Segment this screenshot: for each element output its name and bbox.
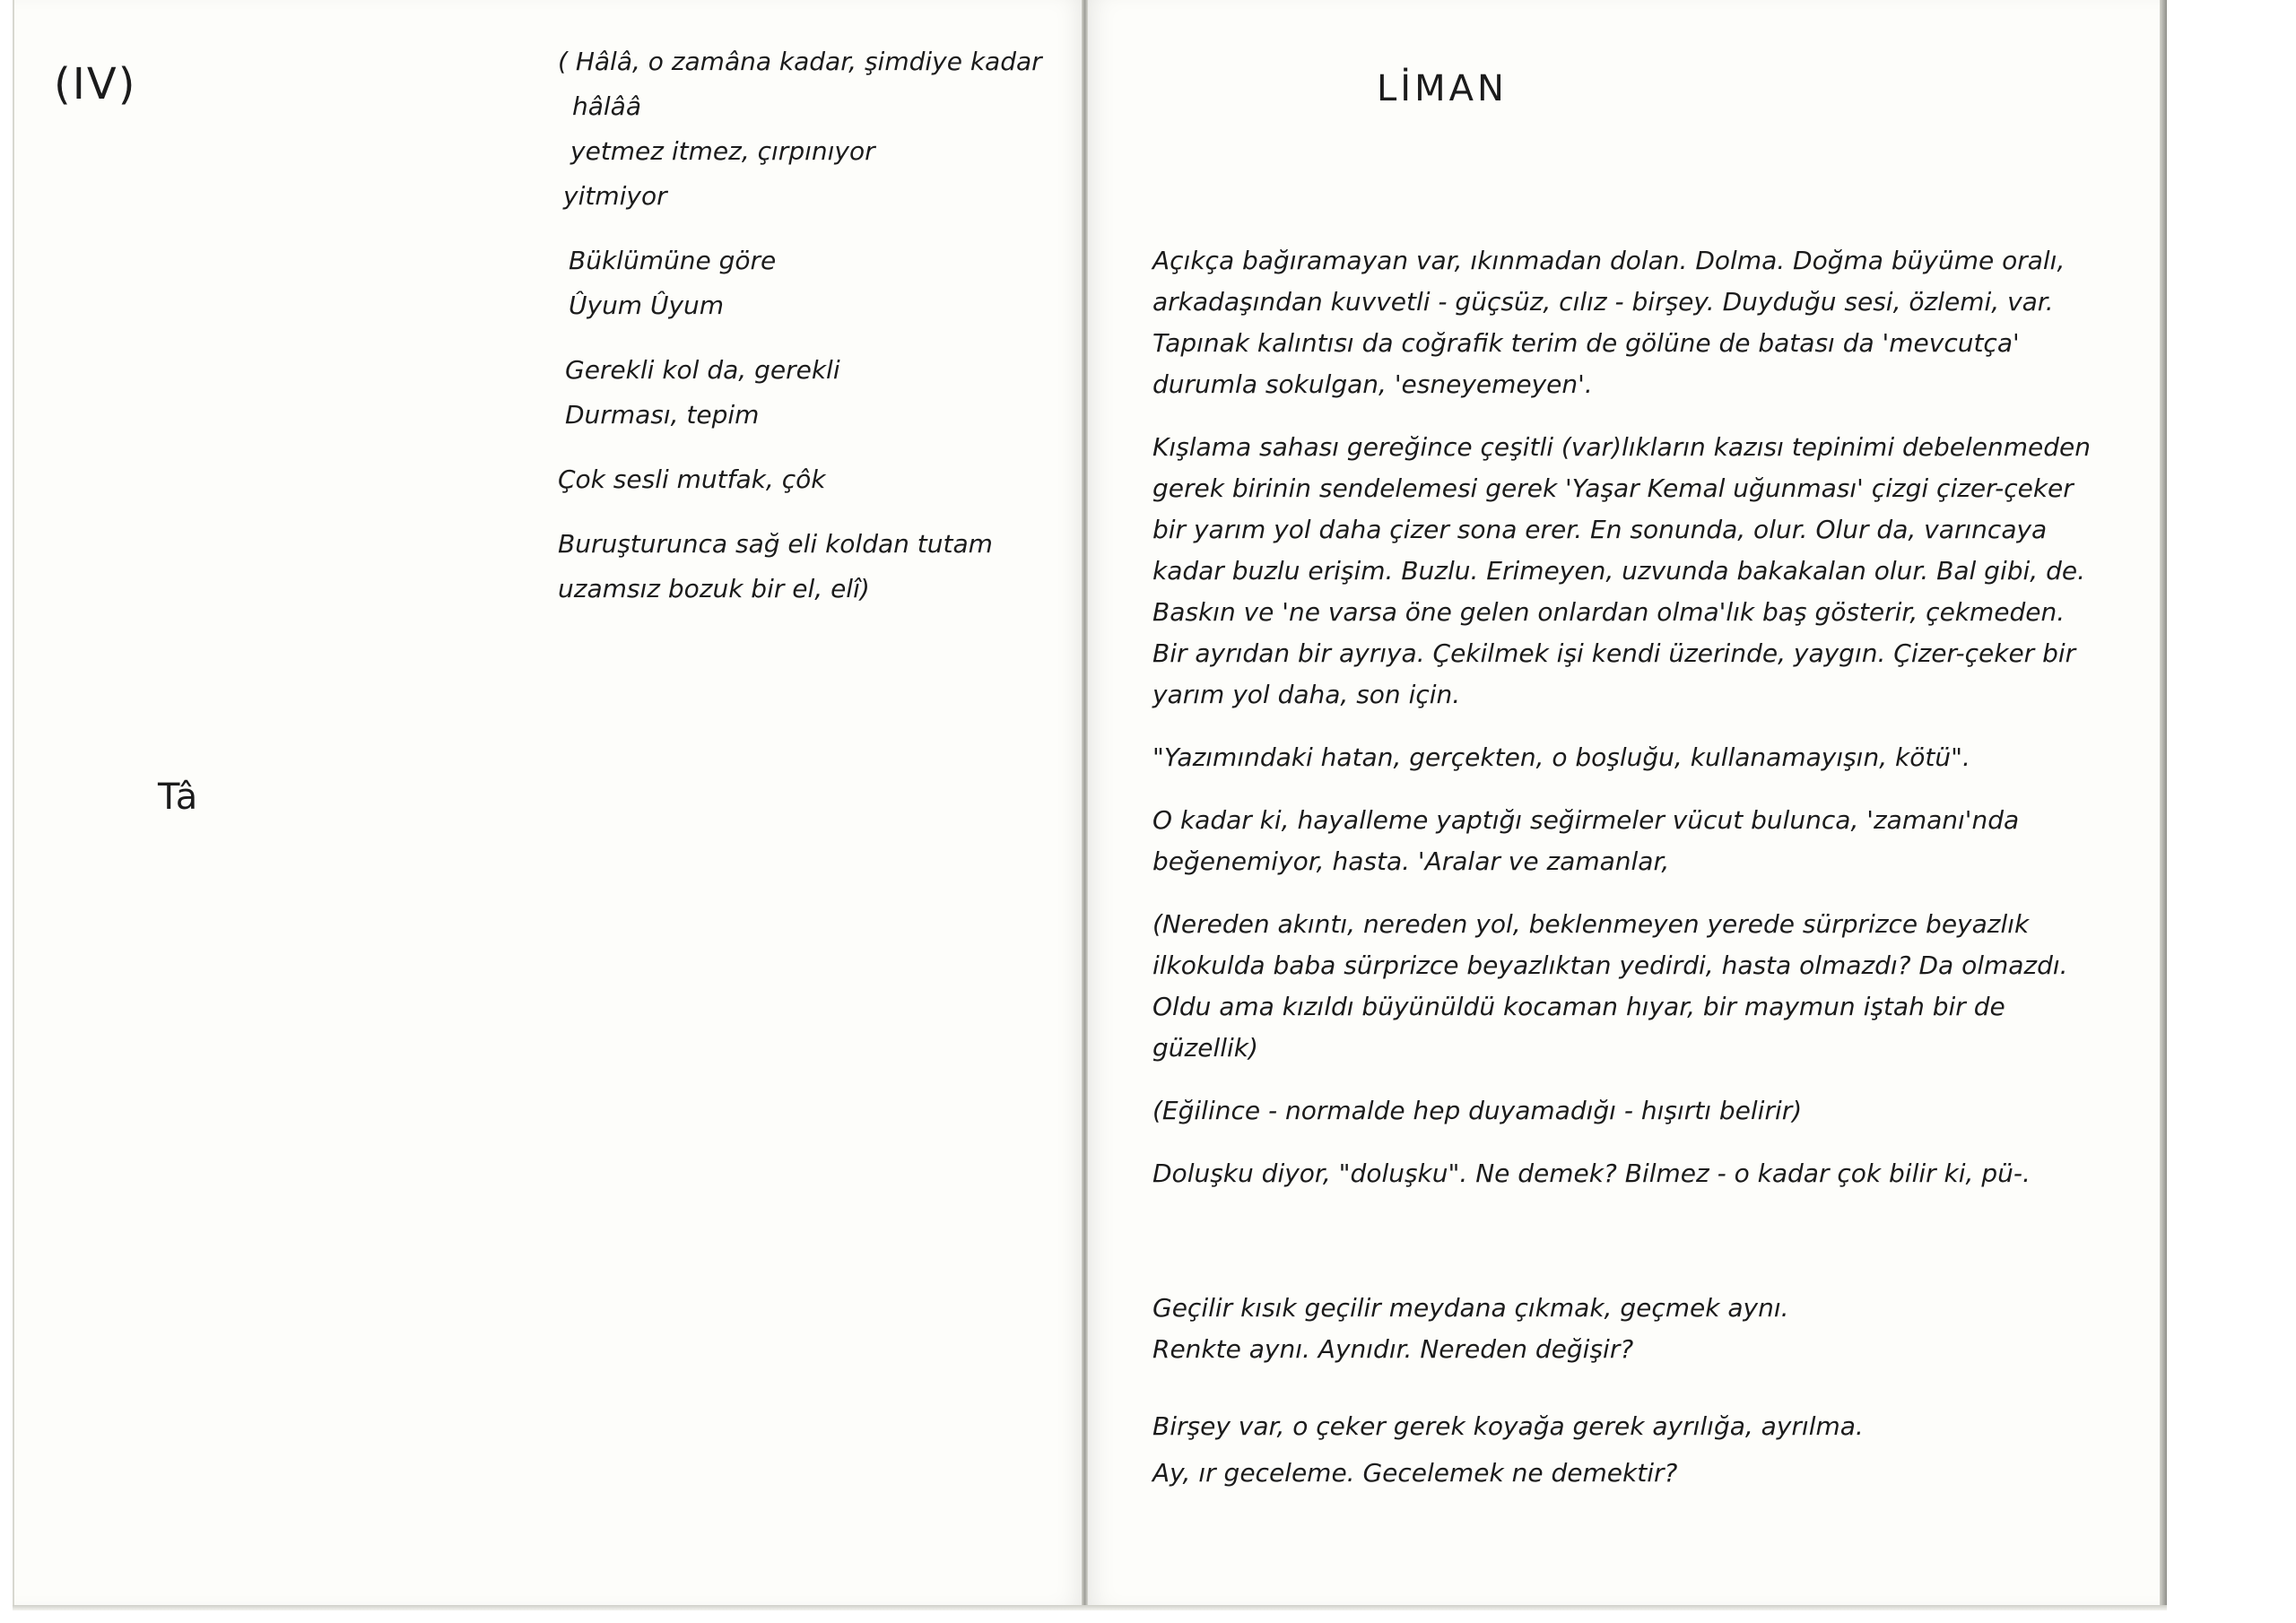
stanza-gap — [558, 219, 1060, 239]
poem-line: ( Hâlâ, o zamâna kadar, şimdiye kadar — [558, 47, 1042, 76]
closing-line: Geçilir kısık geçilir meydana çıkmak, geçmek aynı. — [1152, 1293, 1789, 1323]
section-break — [1152, 1216, 2103, 1288]
poem-line: Büklümüne göre — [569, 246, 777, 275]
closing-line: Ay, ır geceleme. Gecelemek ne demektir? — [1152, 1458, 1678, 1488]
book-spine — [1082, 0, 1088, 1605]
paragraph: (Eğilince - normalde hep duyamadığı - hışırtı belirir) — [1152, 1096, 1803, 1125]
page-edge — [2160, 0, 2167, 1610]
paragraph: Kışlama sahası gereğince çeşitli (var)lıkların kazısı tepinimi debelenmeden gerek birinin sendelemesi gerek 'Yaşar Kemal uğunması' çizgi çizer-çeker bir yarım yol daha çizer sona erer. En sonunda, olur. Olur da, varıncaya kadar buzlu erişim. Buzlu. Erimeyen, uzvunda bakakalan olur. Bal gibi, de. Baskın ve 'ne varsa öne gelen onlardan olma'lık baş gösterir, çekmeden. Bir ayrıdan bir ayrıya. Çekilmek işi kendi üzerinde, yaygın. Çizer-çeker bir yarım yol daha, son için. — [1152, 432, 2091, 709]
poem-line: Çok sesli mutfak, çôk — [558, 464, 826, 494]
poem-line: yetmez itmez, çırpınıyor — [570, 136, 875, 166]
stanza-gap — [558, 502, 1060, 522]
closing-line: Birşey var, o çeker gerek koyağa gerek ayrılığa, ayrılma. — [1152, 1411, 1864, 1441]
poem-line: uzamsız bozuk bir el, elî) — [558, 574, 870, 603]
left-page — [13, 0, 1083, 1605]
poem-line: hâlââ — [572, 91, 641, 121]
paragraph: "Yazımındaki hatan, gerçekten, o boşluğu, kullanamayışın, kötü". — [1152, 742, 1970, 772]
prose-body — [1152, 240, 2103, 1515]
poem-line: Durması, tepim — [565, 400, 760, 430]
paragraph: Açıkça bağıramayan var, ıkınmadan dolan. Dolma. Doğma büyüme oralı, arkadaşından kuvvetli - güçsüz, cılız - birşey. Duyduğu sesi, özlemi, var. Tapınak kalıntısı da coğrafik terim de gölüne de batası da 'mevcutça' durumla sokulgan, 'esneyemeyen'. — [1152, 246, 2066, 399]
page-title: LİMAN — [1377, 68, 1508, 109]
stanza-gap — [558, 328, 1060, 348]
paragraph: Doluşku diyor, "doluşku". Ne demek? Bilmez - o kadar çok bilir ki, pü-. — [1152, 1159, 2031, 1188]
stanza-gap — [558, 438, 1060, 457]
poem-line: Ûyum Ûyum — [569, 291, 725, 320]
margin-mark: Tâ — [158, 777, 198, 818]
poem — [558, 39, 1060, 612]
poem-line: Gerekli kol da, gerekli — [565, 355, 840, 385]
bottom-page-edge — [13, 1605, 2167, 1610]
poem-line: Buruşturunca sağ eli koldan tutam — [558, 529, 993, 559]
poem-line: yitmiyor — [563, 181, 667, 211]
right-page — [1088, 0, 2160, 1605]
paragraph: O kadar ki, hayalleme yaptığı seğirmeler vücut bulunca, 'zamanı'nda beğenemiyor, hasta. 'Aralar ve zamanlar, — [1152, 805, 2020, 876]
section-number: (IV) — [54, 59, 137, 109]
paragraph: (Nereden akıntı, nereden yol, beklenmeyen yerede sürprizce beyazlık ilkokulda baba sürprizce beyazlıktan yedirdi, hasta olmazdı? Da olmazdı. Oldu ama kızıldı büyünüldü kocaman hıyar, bir maymun iştah bir de güzellik) — [1152, 909, 2068, 1063]
closing-line: Renkte aynı. Aynıdır. Nereden değişir? — [1152, 1334, 1634, 1364]
